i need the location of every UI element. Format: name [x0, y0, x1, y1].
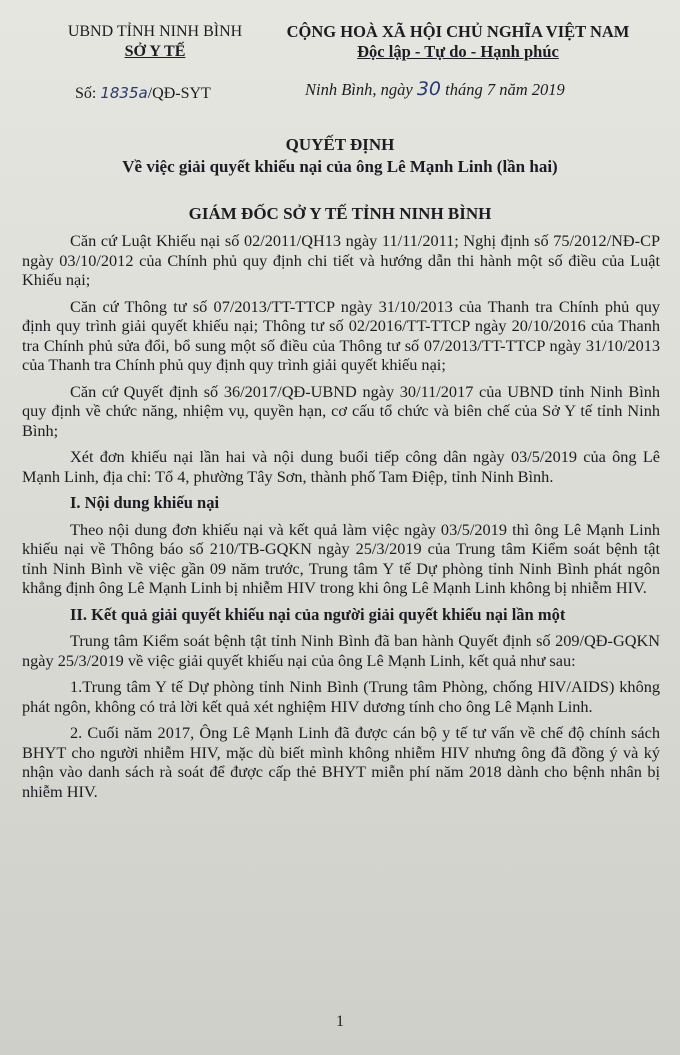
doc-no-prefix: Số:: [75, 85, 97, 102]
date-day: 30: [416, 78, 442, 100]
section-heading-2: II. Kết quả giải quyết khiếu nại của người giải quyết khiếu nại lần một: [70, 604, 566, 624]
paragraph-consideration: Xét đơn khiếu nại lần hai và nội dung buổi tiếp công dân ngày 03/5/2019 của ông Lê Mạnh Linh, địa chỉ: Tổ 4, phường Tây Sơn, thành phố Tam Điệp, tỉnh Ninh Bình.: [22, 447, 660, 486]
paragraph-legal-basis-1: Căn cứ Luật Khiếu nại số 02/2011/QH13 ngày 11/11/2011; Nghị định số 75/2012/NĐ-CP ngày 03/10/2012 của Chính phủ quy định chi tiết và hướng dẫn thi hành một số điều của Luật Khiếu nại;: [22, 231, 660, 289]
date-year: năm 2019: [499, 80, 565, 99]
paragraph-result-item-2: 2. Cuối năm 2017, Ông Lê Mạnh Linh đã được cán bộ y tế tư vấn về chế độ chính sách BHYT cho người nhiễm HIV, mặc dù biết mình không nhiễm HIV nhưng ông đã đồng ý và ký nhận vào danh sách rà soát để được cấp thẻ BHYT miễn phí năm 2018 dành cho bệnh nhân bị nhiễm HIV.: [22, 723, 660, 801]
document-subject: Về việc giải quyết khiếu nại của ông Lê Mạnh Linh (lần hai): [122, 157, 558, 176]
agency-name: SỞ Y TẾ: [124, 43, 186, 60]
nation-name: CỘNG HOÀ XÃ HỘI CHỦ NGHĨA VIỆT NAM: [286, 22, 630, 41]
page-number: 1: [336, 1013, 344, 1030]
paragraph-first-result: Trung tâm Kiểm soát bệnh tật tỉnh Ninh Bình đã ban hành Quyết định số 209/QĐ-GQKN ngày 25/3/2019 về việc giải quyết khiếu nại của ông Lê Mạnh Linh, kết quả như sau:: [22, 631, 660, 670]
date-month: 7: [486, 80, 496, 99]
paragraph-complaint-content: Theo nội dung đơn khiếu nại và kết quả làm việc ngày 03/5/2019 thì ông Lê Mạnh Linh khiếu nại về Thông báo số 210/TB-GQKN ngày 25/3/2019 của Trung tâm Kiểm soát bệnh tật tỉnh Ninh Bình về việc gần 09 năm trước, Trung tâm Y tế Dự phòng tỉnh Ninh Bình phát ngôn khẳng định ông Lê Mạnh Linh bị nhiễm HIV trong khi ông Lê Mạnh Linh không bị nhiễm HIV.: [22, 519, 660, 597]
issuer-title: GIÁM ĐỐC SỞ Y TẾ TỈNH NINH BÌNH: [188, 204, 492, 223]
date-month-label: tháng: [445, 80, 483, 99]
date-place: Ninh Bình, ngày: [305, 80, 413, 99]
issuing-agency: [40, 22, 270, 62]
doc-no-suffix: /QĐ-SYT: [147, 85, 211, 102]
paragraph-result-item-1: 1.Trung tâm Y tế Dự phòng tỉnh Ninh Bình (Trung tâm Phòng, chống HIV/AIDS) không phát ngôn, không có trả lời kết quả xét nghiệm HIV dương tính cho ông Lê Mạnh Linh.: [22, 677, 660, 716]
date-line: [305, 78, 565, 100]
paragraph-legal-basis-2: Căn cứ Thông tư số 07/2013/TT-TTCP ngày 31/10/2013 của Thanh tra Chính phủ quy định quy trình giải quyết khiếu nại; Thông tư số 02/2016/TT-TTCP ngày 20/10/2016 của Thanh tra Chính phủ sửa đổi, bổ sung một số điều của Thông tư số 07/2013/TT-TTCP ngày 31/10/2013 của Thanh tra Chính phủ quy định quy trình giải quyết khiếu nại;: [22, 296, 660, 374]
document-number: [75, 84, 211, 103]
document-body: [22, 231, 660, 808]
section-heading-1: I. Nội dung khiếu nại: [70, 493, 220, 512]
document-type: QUYẾT ĐỊNH: [285, 135, 395, 154]
national-header: [268, 22, 648, 62]
doc-no-handwritten: 1835a: [100, 84, 148, 102]
agency-parent: UBND TỈNH NINH BÌNH: [67, 23, 243, 40]
national-motto: Độc lập - Tự do - Hạnh phúc: [357, 42, 559, 61]
paragraph-legal-basis-3: Căn cứ Quyết định số 36/2017/QĐ-UBND ngày 30/11/2017 của UBND tỉnh Ninh Bình quy định về chức năng, nhiệm vụ, quyền hạn, cơ cấu tổ chức và biên chế của Sở Y tế tỉnh Ninh Bình;: [22, 381, 660, 440]
